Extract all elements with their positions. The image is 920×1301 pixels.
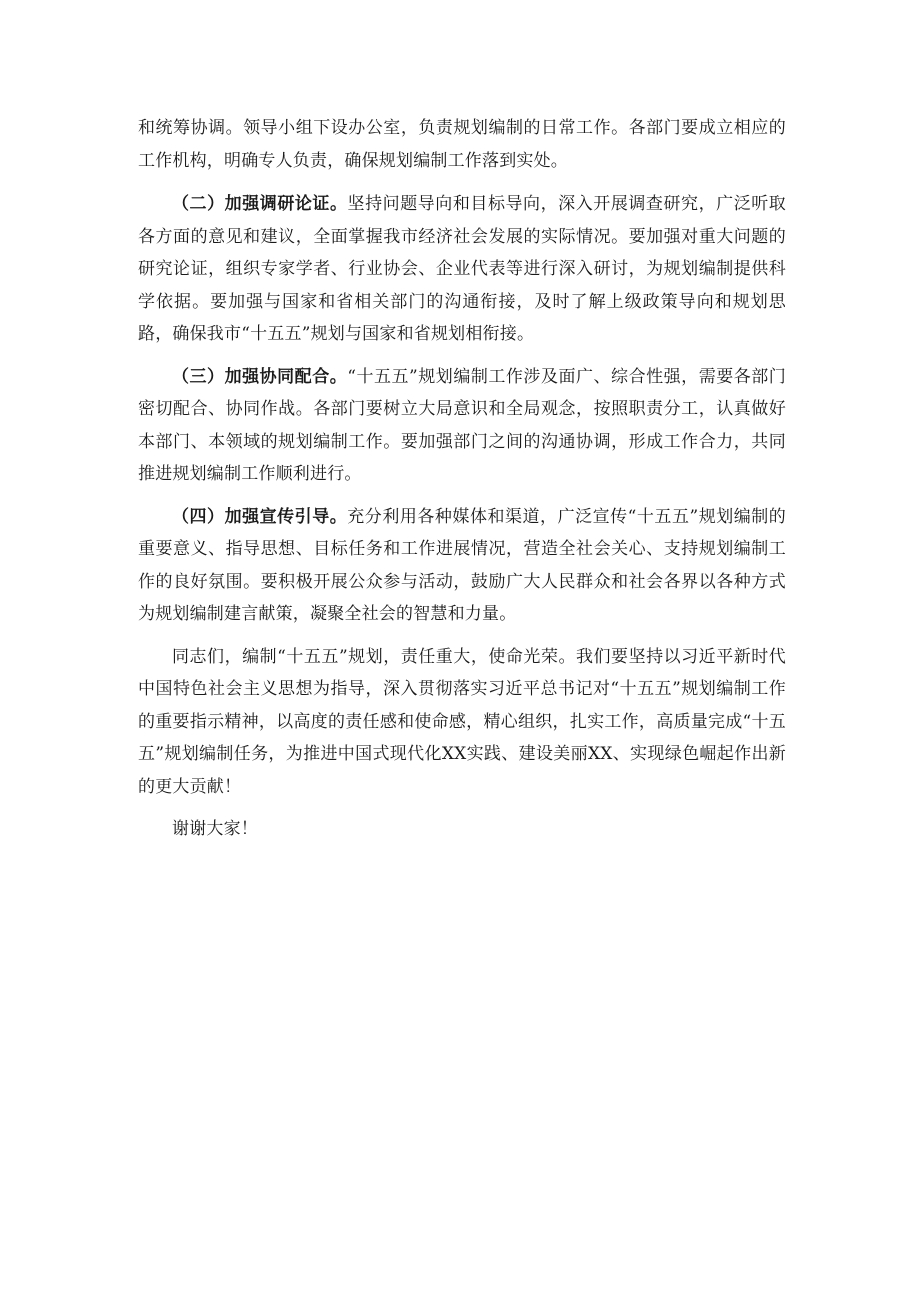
section-heading: （四）加强宣传引导。 xyxy=(172,506,348,527)
paragraph-text: 谢谢大家！ xyxy=(172,819,258,839)
paragraph-closing xyxy=(138,641,786,804)
paragraph-research xyxy=(138,188,786,351)
section-heading: （二）加强调研论证。 xyxy=(172,194,348,214)
paragraph-text: 充分利用各种媒体和渠道，广泛宣传“十五五”规划编制的重要意义、指导思想、目标任务和工作进展情况，营造全社会关心、支持规划编制工作的良好氛围。要积极开展公众参与活动，鼓励广大人民群众和社会各界以各种方式为规划编制建言献策，凝聚全社会的智慧和力量。 xyxy=(138,506,786,624)
paragraph-publicity xyxy=(138,501,786,631)
paragraph-text: 坚持问题导向和目标导向，深入开展调查研究，广泛听取各方面的意见和建议，全面掌握我市经济社会发展的实际情况。要加强对重大问题的研究论证，组织专家学者、行业协会、企业代表等进行深入研讨，为规划编制提供科学依据。要加强与国家和省相关部门的沟通衔接，及时了解上级政策导向和规划思路，确保我市“十五五”规划与国家和省规划相衔接。 xyxy=(138,194,787,344)
paragraph-thanks xyxy=(138,813,786,846)
paragraph-text: “十五五”规划编制工作涉及面广、综合性强，需要各部门密切配合、协同作战。各部门要树立大局意识和全局观念，按照职责分工，认真做好本部门、本领域的规划编制工作。要加强部门之间的沟通协调，形成工作合力，共同推进规划编制工作顺利进行。 xyxy=(138,366,786,484)
document-body xyxy=(138,112,786,856)
paragraph-continuation xyxy=(138,112,786,177)
section-heading: （三）加强协同配合。 xyxy=(172,366,348,387)
paragraph-text: 和统筹协调。领导小组下设办公室，负责规划编制的日常工作。各部门要成立相应的工作机构，明确专人负责，确保规划编制工作落到实处。 xyxy=(138,118,786,171)
paragraph-coordination xyxy=(138,361,786,491)
paragraph-text: 同志们，编制“十五五”规划，责任重大，使命光荣。我们要坚持以习近平新时代中国特色社会主义思想为指导，深入贯彻落实习近平总书记对“十五五”规划编制工作的重要指示精神，以高度的责任感和使命感，精心组织，扎实工作，高质量完成“十五五”规划编制任务，为推进中国式现代化XX实践、建设美丽XX、实现绿色崛起作出新的更大贡献！ xyxy=(138,646,786,797)
